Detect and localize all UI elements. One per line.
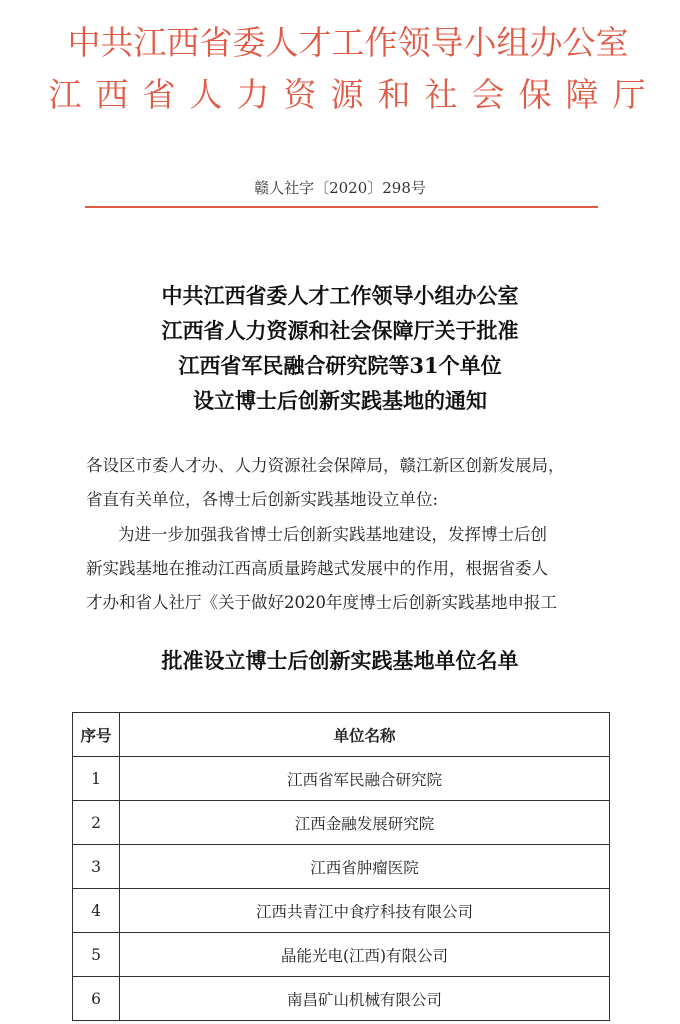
body-line: 为进一步加强我省博士后创新实践基地建设，发挥博士后创: [118, 525, 547, 544]
row-index: 1: [73, 757, 120, 801]
title-line: 中共江西省委人才工作领导小组办公室: [161, 283, 519, 308]
document-number: 赣人社字〔2020〕298号: [254, 179, 426, 197]
row-index: 3: [73, 845, 120, 889]
table-row: [73, 889, 610, 933]
list-title: 批准设立博士后创新实践基地单位名单: [161, 648, 519, 673]
table-row: [73, 933, 610, 977]
row-name: 江西金融发展研究院: [120, 801, 610, 845]
body-line: 才办和省人社厅《关于做好2020年度博士后创新实践基地申报工: [86, 593, 557, 612]
unit-table: [72, 712, 610, 1021]
issuer-line-2: 江西省人力资源和社会保障厅: [48, 75, 660, 114]
row-name: 晶能光电(江西)有限公司: [120, 933, 610, 977]
row-index: 4: [73, 889, 120, 933]
header-name: 单位名称: [120, 713, 610, 757]
title-line: 设立博士后创新实践基地的通知: [193, 388, 487, 413]
title-line: 江西省人力资源和社会保障厅关于批准: [161, 318, 519, 343]
body-line: 新实践基地在推动江西高质量跨越式发展中的作用，根据省委人: [86, 559, 548, 578]
body-line: 各设区市委人才办、人力资源社会保障局，赣江新区创新发展局，: [86, 456, 565, 475]
document-title: [0, 278, 680, 418]
row-name: 南昌矿山机械有限公司: [120, 977, 610, 1021]
issuer-line-1: 中共江西省委人才工作领导小组办公室: [67, 23, 629, 62]
table-row: [73, 801, 610, 845]
row-name: 江西省肿瘤医院: [120, 845, 610, 889]
row-name: 江西共青江中食疗科技有限公司: [120, 889, 610, 933]
body-line: 省直有关单位，各博士后创新实践基地设立单位:: [86, 490, 439, 509]
row-index: 6: [73, 977, 120, 1021]
table-row: [73, 757, 610, 801]
red-divider: [85, 206, 598, 208]
row-index: 5: [73, 933, 120, 977]
table-row: [73, 845, 610, 889]
table-row: [73, 977, 610, 1021]
row-index: 2: [73, 801, 120, 845]
header-index: 序号: [73, 713, 120, 757]
table-header: [73, 713, 610, 757]
row-name: 江西省军民融合研究院: [120, 757, 610, 801]
title-line: 江西省军民融合研究院等31个单位: [178, 353, 502, 378]
